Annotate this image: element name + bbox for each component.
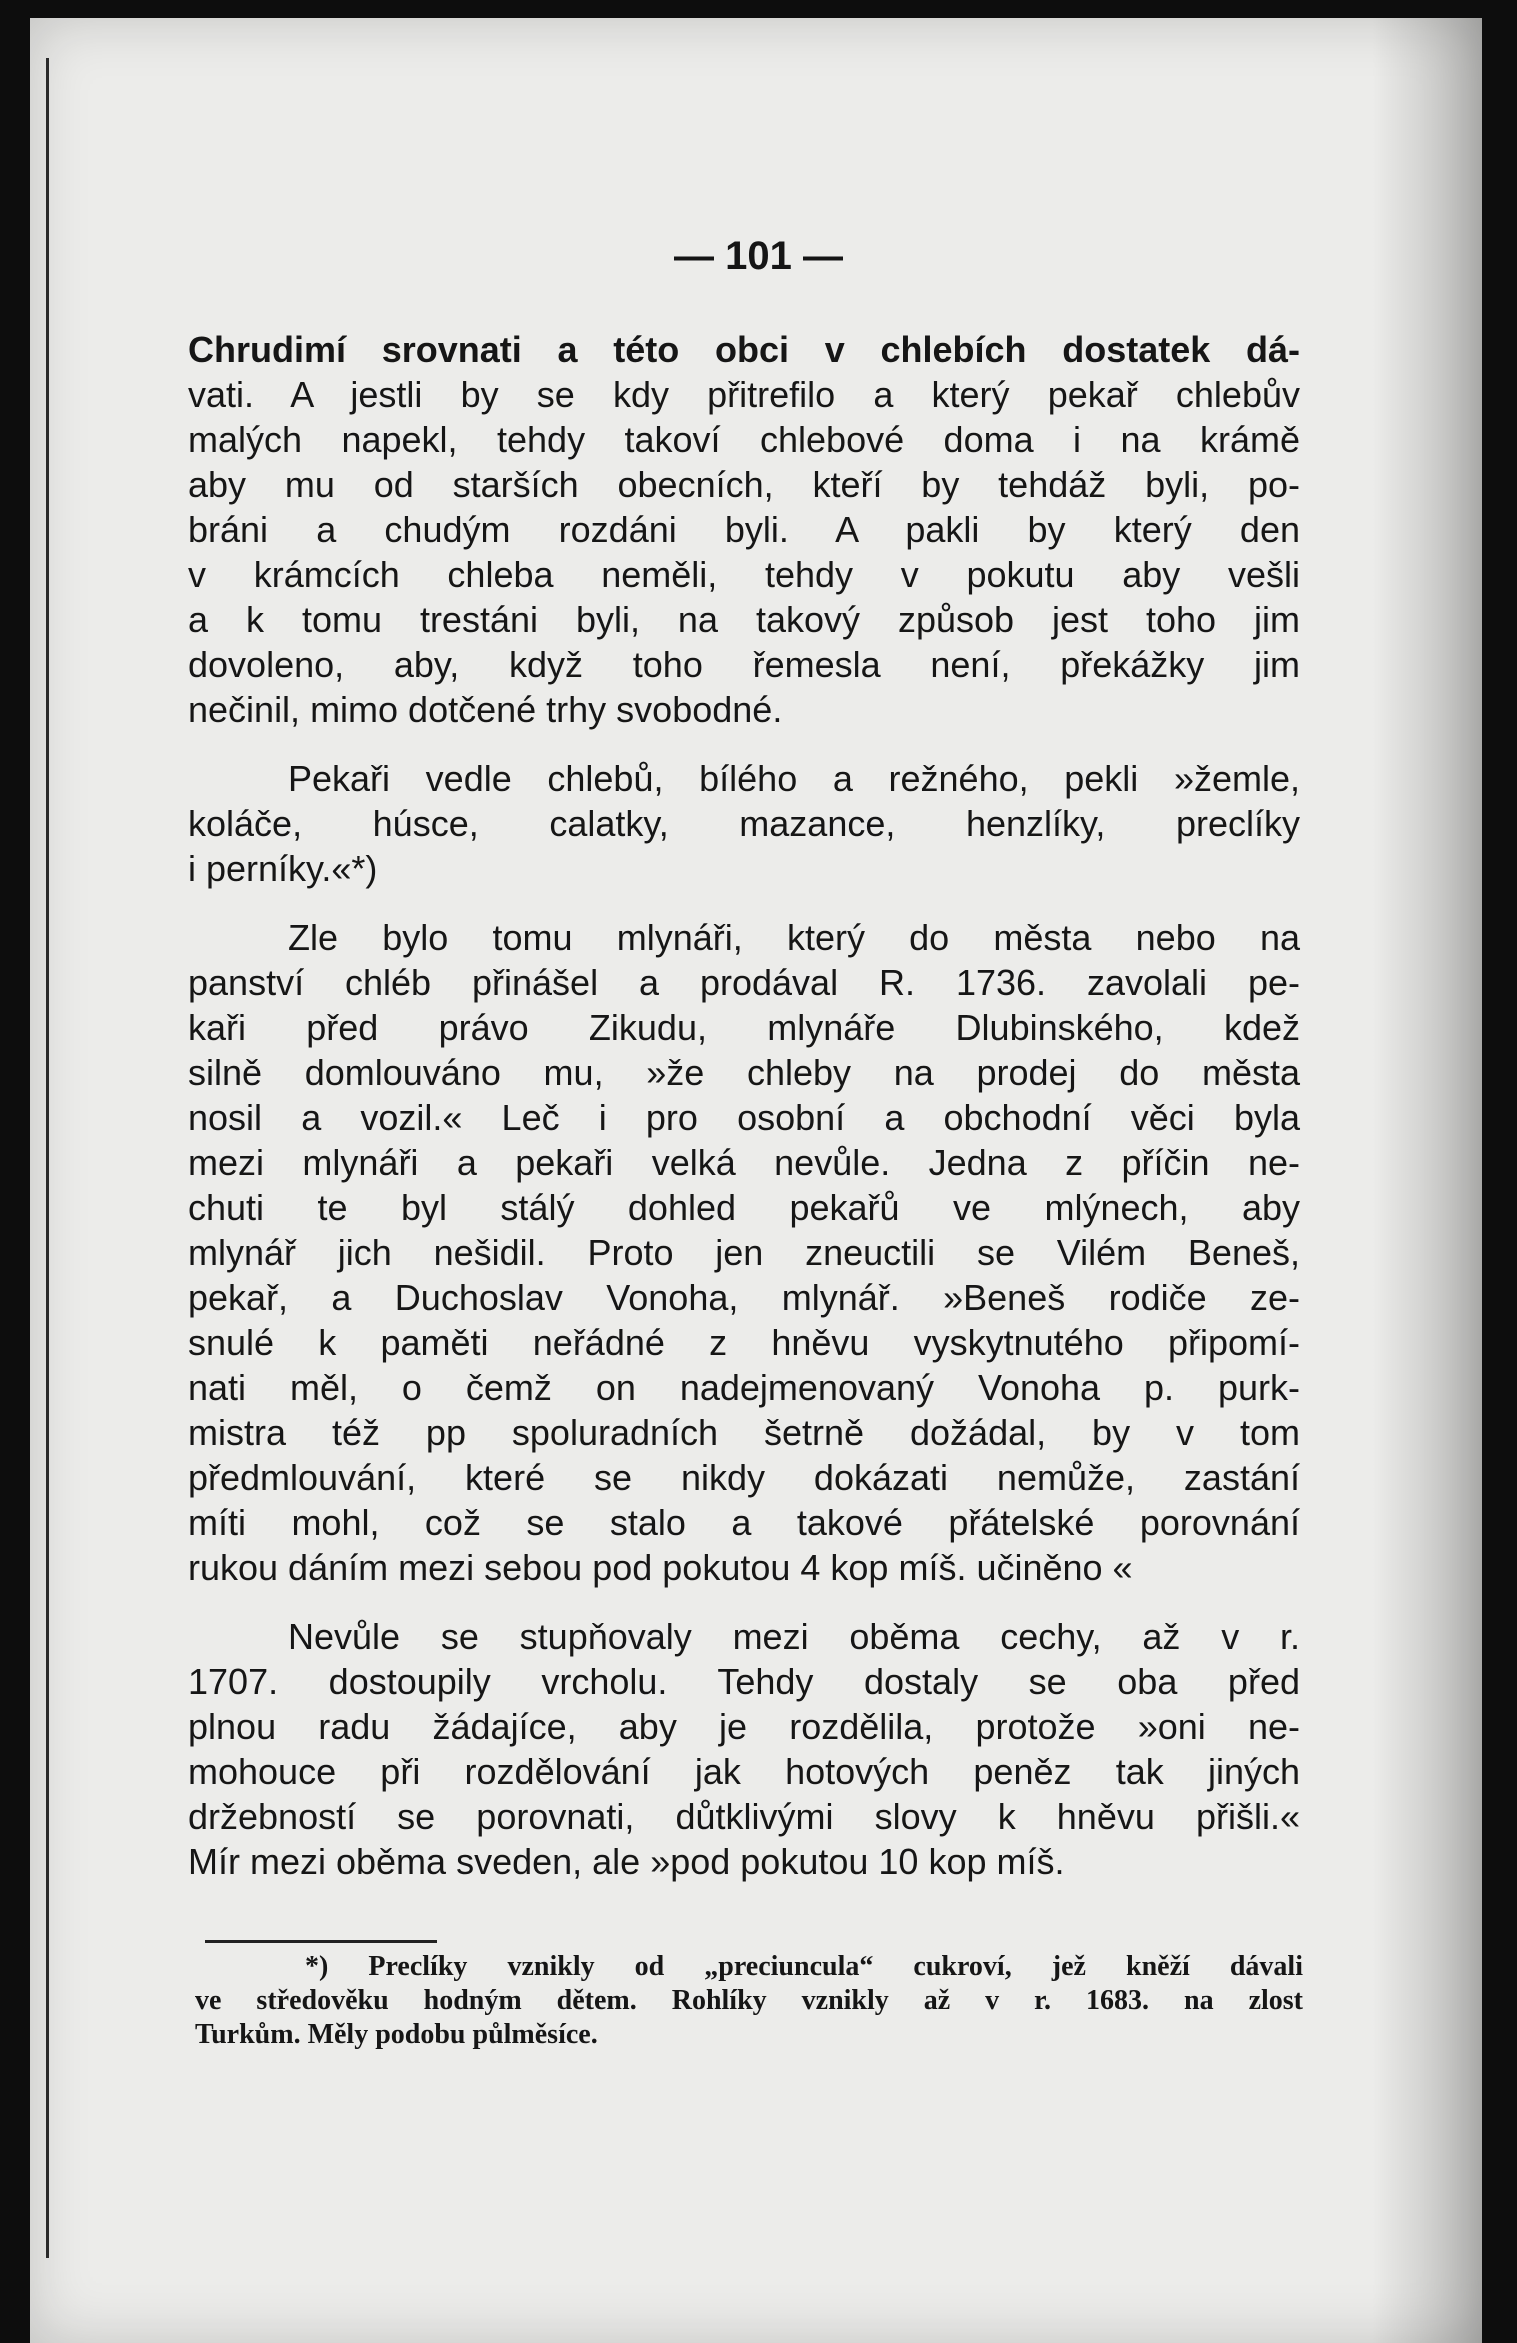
paragraph-2 — [188, 756, 1300, 891]
text-line: malých napekl, tehdy takoví chlebové doma i na krámě — [188, 419, 1300, 460]
paragraph-3 — [188, 915, 1300, 1590]
text-line: držebností se porovnati, důtklivými slovy k hněvu přišli.« — [188, 1796, 1300, 1837]
page-binding-line — [46, 58, 49, 2258]
text-line: nosil a vozil.« Leč i pro osobní a obchodní věci byla — [188, 1097, 1300, 1138]
footnote-line: Turkům. Měly podobu půlměsíce. — [195, 2019, 598, 2050]
text-line: mezi mlynáři a pekaři velká nevůle. Jedna z příčin ne- — [188, 1142, 1300, 1183]
text-line: plnou radu žádajíce, aby je rozdělila, protože »oni ne- — [188, 1706, 1300, 1747]
text-line: Chrudimí srovnati a této obci v chlebích dostatek dá- — [188, 329, 1300, 370]
text-line: míti mohl, což se stalo a takové přátelské porovnání — [188, 1502, 1300, 1543]
text-line: a k tomu trestáni byli, na takový způsob jest toho jim — [188, 599, 1300, 640]
paragraph-1 — [188, 327, 1300, 732]
footnote-divider — [205, 1940, 437, 1943]
text-line: Pekaři vedle chlebů, bílého a režného, pekli »žemle, — [288, 758, 1300, 799]
paragraph-4 — [188, 1614, 1300, 1884]
text-line: mistra též pp spoluradních šetrně dožádal, by v tom — [188, 1412, 1300, 1453]
text-line: nati měl, o čemž on nadejmenovaný Vonoha p. purk- — [188, 1367, 1300, 1408]
page-number: — 101 — — [674, 234, 843, 278]
text-line: panství chléb přinášel a prodával R. 1736. zavolali pe- — [188, 962, 1300, 1003]
text-line: rukou dáním mezi sebou pod pokutou 4 kop míš. učiněno « — [188, 1547, 1133, 1588]
text-line: mlynář jich nešidil. Proto jen zneuctili se Vilém Beneš, — [188, 1232, 1300, 1273]
text-line: aby mu od starších obecních, kteří by tehdáž byli, po- — [188, 464, 1300, 505]
text-line: Zle bylo tomu mlynáři, který do města nebo na — [288, 917, 1300, 958]
text-line: kaři před právo Zikudu, mlynáře Dlubinského, kdež — [188, 1007, 1300, 1048]
footnote-line: ve středověku hodným dětem. Rohlíky vznikly až v r. 1683. na zlost — [195, 1985, 1303, 2016]
text-line: pekař, a Duchoslav Vonoha, mlynář. »Beneš rodiče ze- — [188, 1277, 1300, 1318]
text-line: bráni a chudým rozdáni byli. A pakli by který den — [188, 509, 1300, 550]
text-line: 1707. dostoupily vrcholu. Tehdy dostaly se oba před — [188, 1661, 1300, 1702]
text-line: nečinil, mimo dotčené trhy svobodné. — [188, 689, 783, 730]
text-line: dovoleno, aby, když toho řemesla není, překážky jim — [188, 644, 1300, 685]
body-text — [188, 327, 1300, 1908]
text-line: silně domlouváno mu, »že chleby na prodej do města — [188, 1052, 1300, 1093]
text-line: koláče, húsce, calatky, mazance, henzlíky, preclíky — [188, 803, 1300, 844]
text-line: vati. A jestli by se kdy přitrefilo a který pekař chlebův — [188, 374, 1300, 415]
footnote — [195, 1950, 1303, 2052]
text-line: snulé k paměti neřádné z hněvu vyskytnutého připomí- — [188, 1322, 1300, 1363]
text-line: i perníky.«*) — [188, 848, 378, 889]
text-line: v krámcích chleba neměli, tehdy v pokutu aby vešli — [188, 554, 1300, 595]
footnote-line: *) Preclíky vznikly od „preciuncula“ cukroví, jež kněží dávali — [305, 1951, 1303, 1982]
text-line: mohouce při rozdělování jak hotových peněz tak jiných — [188, 1751, 1300, 1792]
text-line: Nevůle se stupňovaly mezi oběma cechy, až v r. — [288, 1616, 1300, 1657]
page-edge-shadow — [1372, 18, 1482, 2343]
text-line: předmlouvání, které se nikdy dokázati nemůže, zastání — [188, 1457, 1300, 1498]
text-line: chuti te byl stálý dohled pekařů ve mlýnech, aby — [188, 1187, 1300, 1228]
text-line: Mír mezi oběma sveden, ale »pod pokutou 10 kop míš. — [188, 1841, 1065, 1882]
